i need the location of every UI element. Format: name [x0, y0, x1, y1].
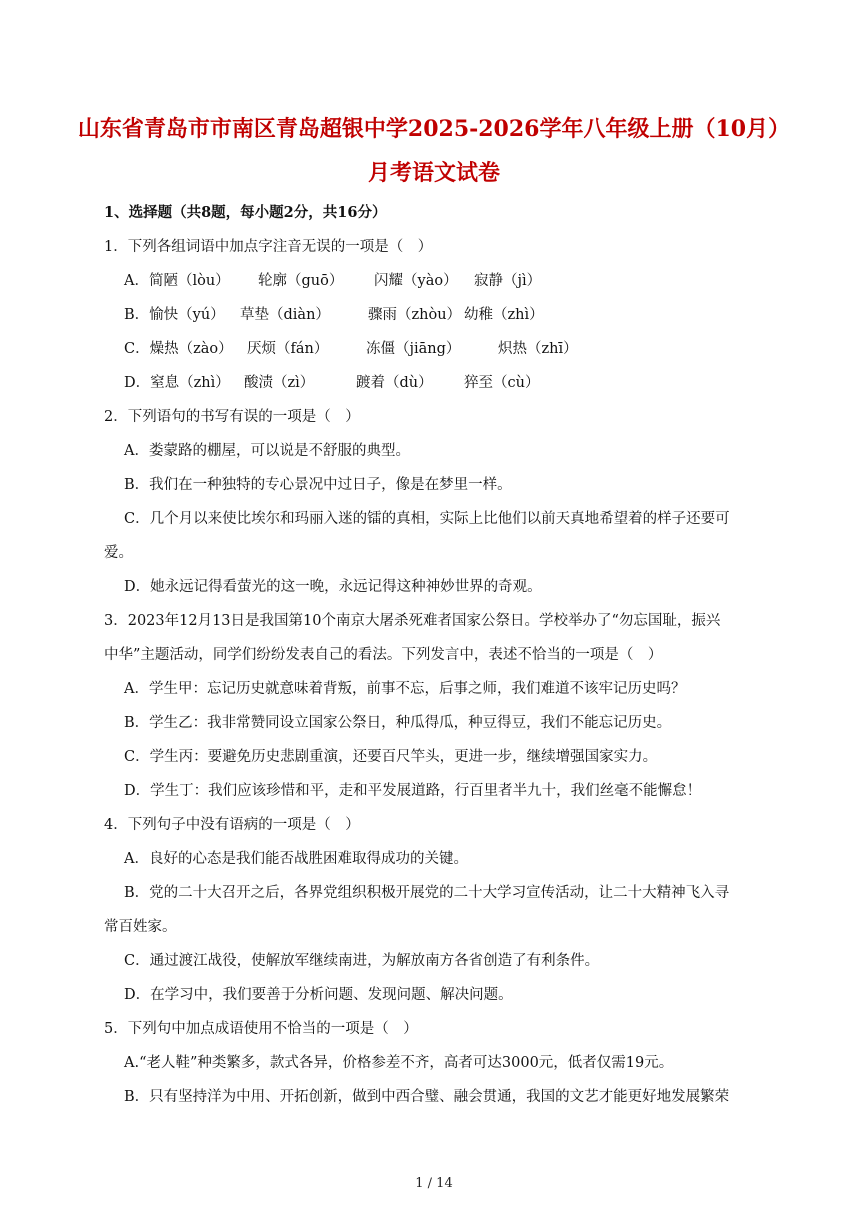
question-5-option-a: A.“老人鞋”种类繁多，款式各异，价格参差不齐，高者可达3000元，低者仅需19元。: [124, 1055, 674, 1071]
question-4-option-b-continued: 常百姓家。: [104, 919, 177, 935]
question-2-option-d: D．她永远记得看萤光的这一晚，永远记得这种神妙世界的奇观。: [124, 579, 542, 595]
option-word: 猝至（cù）: [464, 375, 540, 391]
question-1-stem: 1．下列各组词语中加点字注音无误的一项是（ ）: [104, 239, 433, 255]
question-2-option-c-continued: 爱。: [104, 545, 133, 561]
question-4-option-c: C．通过渡江战役，使解放军继续南进，为解放南方各省创造了有利条件。: [124, 953, 600, 969]
question-3-option-a: A．学生甲：忘记历史就意味着背叛，前事不忘，后事之师，我们难道不该牢记历史吗？: [124, 681, 686, 697]
option-word: 轮廓（guō）: [258, 273, 344, 289]
question-2-option-b: B．我们在一种独特的专心景况中过日子，像是在梦里一样。: [124, 477, 512, 493]
option-word: 厌烦（fán）: [247, 341, 329, 357]
question-4-option-d: D．在学习中，我们要善于分析问题、发现问题、解决问题。: [124, 987, 513, 1003]
question-4-option-b: B．党的二十大召开之后，各界党组织积极开展党的二十大学习宣传活动，让二十大精神飞入寻: [124, 885, 730, 901]
option-word: 闪耀（yào）: [374, 273, 458, 289]
section-heading: 1、选择题（共8题，每小题2分，共16分）: [104, 204, 387, 221]
question-2-option-c: C．几个月以来使比埃尔和玛丽入迷的镭的真相，实际上比他们以前天真地希望着的样子还要可: [124, 511, 730, 527]
question-2-stem: 2．下列语句的书写有误的一项是（ ）: [104, 409, 360, 425]
page-number: 1 / 14: [415, 1176, 453, 1191]
option-word: 草垫（diàn）: [240, 307, 330, 323]
question-2-option-a: A．娄蒙路的棚屋，可以说是不舒服的典型。: [124, 443, 410, 459]
option-word: 寂静（jì）: [474, 273, 542, 289]
option-word: 幼稚（zhì）: [464, 307, 544, 323]
exam-title-line-2: 月考语文试卷: [367, 160, 500, 186]
question-3-stem: 3．2023年12月13日是我国第10个南京大屠杀死难者国家公祭日。学校举办了“勿忘国耻，振兴: [104, 613, 721, 629]
option-word: A．简陋（lòu）: [124, 273, 230, 289]
exam-title-line-1: 山东省青岛市市南区青岛超银中学2025-2026学年八年级上册（10月）: [77, 116, 791, 142]
question-3-option-c: C．学生丙：要避免历史悲剧重演，还要百尺竿头，更进一步，继续增强国家实力。: [124, 749, 658, 765]
option-word: 踱着（dù）: [356, 375, 433, 391]
question-4-option-a: A．良好的心态是我们能否战胜困难取得成功的关键。: [124, 851, 468, 867]
option-word: B．愉快（yú）: [124, 307, 225, 323]
option-word: 炽热（zhī）: [498, 341, 578, 357]
option-word: D．窒息（zhì）: [124, 375, 230, 391]
option-word: 冻僵（jiāng）: [366, 341, 461, 357]
option-word: C．燥热（zào）: [124, 341, 233, 357]
option-word: 骤雨（zhòu）: [368, 307, 462, 323]
question-3-option-d: D．学生丁：我们应该珍惜和平，走和平发展道路，行百里者半九十，我们丝毫不能懈怠！: [124, 783, 702, 799]
question-3-option-b: B．学生乙：我非常赞同设立国家公祭日，种瓜得瓜，种豆得豆，我们不能忘记历史。: [124, 715, 672, 731]
question-4-stem: 4．下列句子中没有语病的一项是（ ）: [104, 817, 360, 833]
option-word: 酸渍（zì）: [244, 375, 315, 391]
question-5-stem: 5．下列句中加点成语使用不恰当的一项是（ ）: [104, 1021, 418, 1037]
question-3-stem-continued: 中华”主题活动，同学们纷纷发表自己的看法。下列发言中，表述不恰当的一项是（ ）: [104, 647, 663, 663]
question-5-option-b: B．只有坚持洋为中用、开拓创新，做到中西合璧、融会贯通，我国的文艺才能更好地发展繁荣: [124, 1089, 730, 1105]
